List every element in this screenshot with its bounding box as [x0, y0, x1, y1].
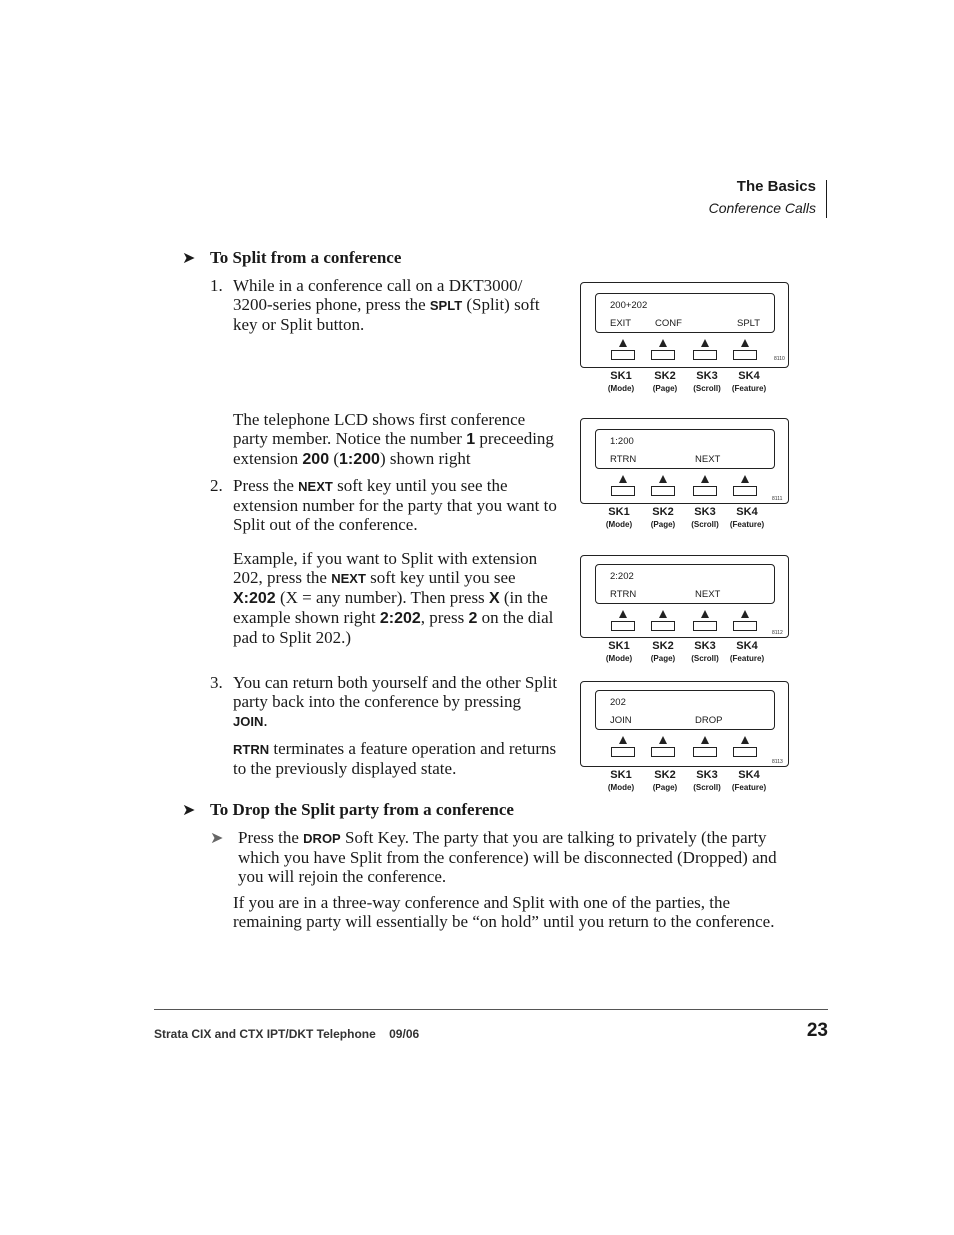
soft-key-box: [693, 747, 717, 757]
soft-key-label: [594, 640, 644, 664]
key-splt: SPLT: [429, 298, 463, 313]
up-arrow-icon: [741, 475, 749, 483]
example-l2a: 202, press the: [233, 568, 332, 587]
step3-l3: .: [263, 711, 268, 730]
key-rtrn: RTRN: [233, 742, 270, 757]
rtrn-note: [233, 739, 568, 778]
up-arrow-icon: [659, 610, 667, 618]
soft-key-name: SK4: [736, 640, 758, 652]
lcd-line1: 1:200: [610, 436, 634, 447]
lcd-note-l3b: (: [329, 449, 340, 468]
lcd-softkey-label: EXIT: [610, 318, 632, 329]
up-arrow-icon: [659, 339, 667, 347]
example-l3a: (X = any number). Then press: [275, 588, 489, 607]
soft-key-label: [724, 370, 774, 394]
drop-l1b: Soft Key. The party that you are talking to privately (the party: [340, 828, 767, 847]
step2-text: [233, 476, 568, 534]
soft-key-button: [611, 736, 635, 757]
soft-key-button: [693, 339, 717, 360]
soft-key-name: SK3: [694, 640, 716, 652]
step-number: 1.: [210, 276, 223, 295]
rtrn-line1: [233, 739, 568, 759]
section-heading-drop: To Drop the Split party from a conference: [210, 800, 514, 819]
soft-key-button: [651, 610, 675, 631]
step2-line2: extension number for the party that you want to: [233, 496, 557, 515]
lcd-display: [595, 293, 775, 333]
step3-text: [233, 673, 568, 731]
figure-code: 8111: [772, 496, 783, 502]
step2-l1b: soft key until you see the: [332, 476, 508, 495]
drop-l1a: Press the: [238, 828, 304, 847]
soft-key-function: (Mode): [607, 384, 635, 393]
running-header-subtitle: Conference Calls: [708, 200, 816, 216]
step3-line3: [233, 711, 568, 731]
lcd-note: [233, 410, 568, 469]
soft-key-label: [724, 769, 774, 793]
phone-panel: [580, 555, 789, 638]
soft-key-name: SK3: [696, 370, 718, 382]
up-arrow-icon: [619, 736, 627, 744]
soft-key-function: (Feature): [731, 384, 767, 393]
soft-key-function: (Scroll): [691, 654, 719, 663]
soft-key-button: [651, 475, 675, 496]
up-arrow-icon: [659, 736, 667, 744]
three-way-note: [233, 893, 803, 931]
figure-code: 8112: [772, 630, 783, 636]
up-arrow-icon: [701, 736, 709, 744]
soft-key-button: [651, 339, 675, 360]
step1-line1: While in a conference call on a DKT3000/: [233, 276, 523, 295]
step3-line2: party back into the conference by pressing: [233, 692, 521, 711]
soft-key-button: [693, 736, 717, 757]
rtrn-l1: terminates a feature operation and returns: [269, 739, 557, 758]
soft-key-name: SK1: [610, 769, 632, 781]
key-1-200: 1:200: [339, 451, 380, 468]
soft-key-label: [722, 640, 772, 664]
three-way-line2: remaining party will essentially be “on hold” until you return to the conference.: [233, 912, 775, 931]
soft-key-name: SK3: [694, 506, 716, 518]
soft-key-button: [733, 475, 757, 496]
soft-key-label: [596, 370, 646, 394]
soft-key-name: SK4: [736, 506, 758, 518]
drop-line2: which you have Split from the conference) will be disconnected (Dropped) and: [238, 848, 777, 867]
phone-panel: [580, 418, 789, 504]
step1-line2a: 3200-series phone, press the: [233, 295, 430, 314]
soft-key-function: (Mode): [605, 654, 633, 663]
soft-key-name: SK1: [610, 370, 632, 382]
soft-key-name: SK2: [654, 769, 676, 781]
soft-key-box: [611, 747, 635, 757]
soft-key-box: [693, 350, 717, 360]
soft-key-button: [733, 610, 757, 631]
soft-key-name: SK1: [608, 640, 630, 652]
footer-doc-title: Strata CIX and CTX IPT/DKT Telephone 09/06: [154, 1027, 420, 1041]
lcd-note-line1: The telephone LCD shows first conference: [233, 410, 526, 429]
page-number: 23: [806, 1020, 828, 1041]
soft-key-function: (Page): [650, 654, 676, 663]
step2-line3: Split out of the conference.: [233, 515, 418, 534]
rtrn-line2: to the previously displayed state.: [233, 759, 457, 778]
soft-key-box: [733, 747, 757, 757]
step2-l1a: Press the: [233, 476, 299, 495]
soft-key-label: [596, 769, 646, 793]
example-line4: [233, 608, 568, 628]
soft-key-box: [651, 747, 675, 757]
step1-line3: key or Split button.: [233, 315, 365, 334]
up-arrow-icon: [619, 475, 627, 483]
up-arrow-icon: [701, 339, 709, 347]
soft-key-function: (Scroll): [693, 783, 721, 792]
example-l4c: on the dial: [477, 608, 554, 627]
lcd-softkey-label: NEXT: [695, 454, 721, 465]
key-next: NEXT: [298, 479, 333, 494]
running-header-title: The Basics: [736, 178, 816, 195]
key-2-202: 2:202: [379, 610, 421, 627]
key-drop: DROP: [303, 831, 341, 846]
soft-key-box: [611, 486, 635, 496]
lcd-note-line3: [233, 449, 568, 469]
key-next: NEXT: [331, 571, 366, 586]
up-arrow-icon: [741, 339, 749, 347]
lcd-display: [595, 429, 775, 469]
example-line3: [233, 588, 568, 608]
example-line1: Example, if you want to Split with extension: [233, 549, 538, 568]
lcd-softkey-label: RTRN: [610, 589, 637, 600]
soft-key-button: [733, 339, 757, 360]
lcd-note-l2b: preceeding: [475, 429, 554, 448]
up-arrow-icon: [741, 610, 749, 618]
soft-key-button: [611, 475, 635, 496]
example-l2b: soft key until you see: [365, 568, 516, 587]
lcd-line1: 2:202: [610, 571, 634, 582]
example-text: [233, 549, 568, 647]
lcd-softkey-label: SPLT: [737, 318, 761, 329]
step1-line2: [233, 295, 563, 315]
up-arrow-icon: [619, 610, 627, 618]
soft-key-box: [733, 621, 757, 631]
heading-arrow-icon: ➤: [182, 802, 196, 819]
key-x202: X:202: [233, 590, 276, 607]
soft-key-button: [611, 610, 635, 631]
soft-key-function: (Feature): [731, 783, 767, 792]
lcd-display: [595, 690, 775, 730]
soft-key-button: [651, 736, 675, 757]
footer-rule: [154, 1009, 828, 1010]
key-x: X: [488, 590, 500, 607]
soft-key-function: (Mode): [607, 783, 635, 792]
soft-key-button: [733, 736, 757, 757]
soft-key-box: [693, 486, 717, 496]
soft-key-button: [693, 475, 717, 496]
drop-instructions: [238, 828, 798, 886]
example-line2: [233, 568, 568, 588]
soft-key-function: (Page): [652, 384, 678, 393]
header-rule: [826, 180, 827, 218]
key-join: JOIN: [233, 714, 264, 729]
key-1: 1: [466, 431, 476, 448]
soft-key-button: [611, 339, 635, 360]
up-arrow-icon: [659, 475, 667, 483]
lcd-note-line2: [233, 429, 568, 449]
three-way-line1: If you are in a three-way conference and Split with one of the parties, the: [233, 893, 731, 912]
soft-key-box: [611, 621, 635, 631]
soft-key-name: SK2: [654, 370, 676, 382]
up-arrow-icon: [619, 339, 627, 347]
step1-text: [233, 276, 563, 334]
soft-key-box: [651, 350, 675, 360]
soft-key-label: [594, 506, 644, 530]
soft-key-label: [722, 506, 772, 530]
step3-line1: You can return both yourself and the other Split: [233, 673, 558, 692]
up-arrow-icon: [701, 610, 709, 618]
lcd-softkey-label: NEXT: [695, 589, 721, 600]
example-l4b: , press: [420, 608, 469, 627]
soft-key-button: [693, 610, 717, 631]
lcd-note-l3c: ) shown right: [379, 449, 471, 468]
lcd-softkey-label: DROP: [695, 715, 723, 726]
soft-key-box: [611, 350, 635, 360]
drop-line1: [238, 828, 798, 848]
up-arrow-icon: [701, 475, 709, 483]
step1-line2b: (Split) soft: [462, 295, 540, 314]
soft-key-box: [733, 486, 757, 496]
lcd-note-l3a: extension: [233, 449, 303, 468]
soft-key-function: (Scroll): [691, 520, 719, 529]
section-heading-split: To Split from a conference: [210, 248, 402, 267]
lcd-line1: 202: [610, 697, 626, 708]
step2-line1: [233, 476, 568, 496]
heading-arrow-icon: ➤: [182, 250, 196, 267]
soft-key-function: (Mode): [605, 520, 633, 529]
soft-key-function: (Scroll): [693, 384, 721, 393]
bullet-arrow-icon: ➤: [210, 830, 224, 847]
soft-key-name: SK3: [696, 769, 718, 781]
lcd-softkey-label: JOIN: [610, 715, 632, 726]
drop-line3: you will rejoin the conference.: [238, 867, 447, 886]
soft-key-box: [651, 621, 675, 631]
key-2: 2: [468, 610, 478, 627]
soft-key-function: (Page): [652, 783, 678, 792]
soft-key-name: SK4: [738, 370, 760, 382]
figure-code: 8113: [772, 759, 783, 765]
lcd-line1: 200+202: [610, 300, 648, 311]
lcd-softkey-label: RTRN: [610, 454, 637, 465]
soft-key-box: [733, 350, 757, 360]
phone-panel: [580, 681, 789, 767]
lcd-note-l2a: party member. Notice the number: [233, 429, 467, 448]
step-number: 2.: [210, 476, 223, 495]
example-l3b: (in the: [499, 588, 548, 607]
lcd-softkey-label: CONF: [655, 318, 682, 329]
soft-key-box: [651, 486, 675, 496]
phone-panel: [580, 282, 789, 368]
example-l4a: example shown right: [233, 608, 380, 627]
up-arrow-icon: [741, 736, 749, 744]
soft-key-name: SK1: [608, 506, 630, 518]
soft-key-function: (Feature): [729, 520, 765, 529]
lcd-display: [595, 564, 775, 604]
key-200: 200: [302, 451, 330, 468]
soft-key-function: (Feature): [729, 654, 765, 663]
soft-key-function: (Page): [650, 520, 676, 529]
example-line5: pad to Split 202.): [233, 628, 352, 647]
soft-key-box: [693, 621, 717, 631]
step-number: 3.: [210, 673, 223, 692]
soft-key-name: SK4: [738, 769, 760, 781]
soft-key-name: SK2: [652, 640, 674, 652]
soft-key-name: SK2: [652, 506, 674, 518]
figure-code: 8110: [774, 356, 785, 362]
